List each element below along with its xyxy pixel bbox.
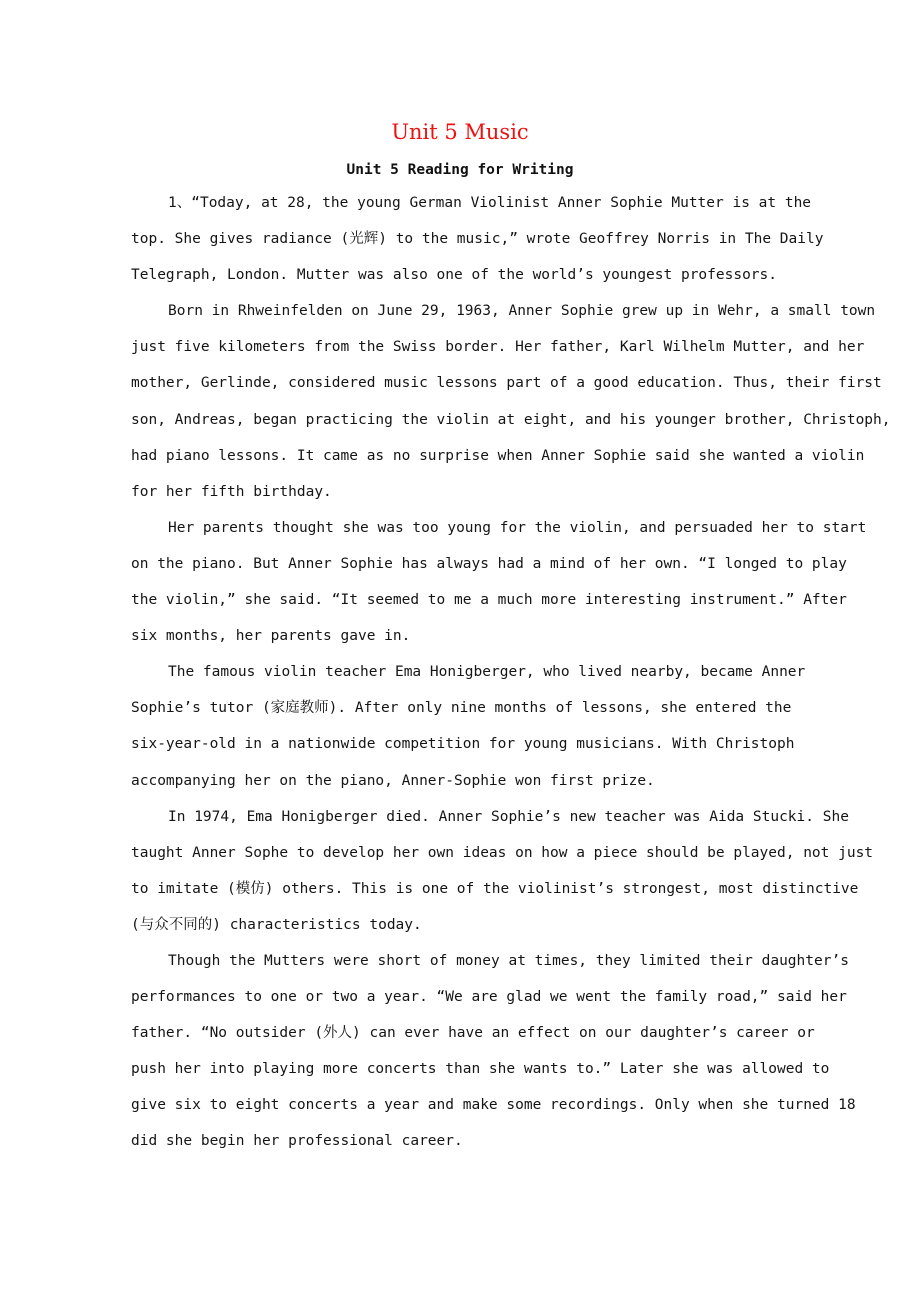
text-line: six months, her parents gave in. <box>131 628 411 645</box>
text-line: just five kilometers from the Swiss border. Her father, Karl Wilhelm Mutter, and her <box>131 339 865 356</box>
text-line: to imitate (模仿) others. This is one of the violinist’s strongest, most distinctive <box>131 880 859 897</box>
text-line: father. “No outsider (外人) can ever have an effect on our daughter’s career or <box>131 1025 815 1042</box>
text-line: The famous violin teacher Ema Honigberger, who lived nearby, became Anner <box>168 664 806 681</box>
text-line: Though the Mutters were short of money at times, they limited their daughter’s <box>168 952 849 969</box>
passage-body <box>131 190 891 1165</box>
text-line: Sophie’s tutor (家庭教师). After only nine months of lessons, she entered the <box>131 700 792 717</box>
text-line: had piano lessons. It came as no surprise when Anner Sophie said she wanted a violin <box>131 447 865 464</box>
text-line: 1、“Today, at 28, the young German Violinist Anner Sophie Mutter is at the <box>168 195 812 211</box>
text-line: for her fifth birthday. <box>131 483 332 500</box>
text-line: In 1974, Ema Honigberger died. Anner Sophie’s new teacher was Aida Stucki. She <box>168 808 849 825</box>
text-line: top. She gives radiance (光辉) to the music,” wrote Geoffrey Norris in The Daily <box>131 231 824 248</box>
text-line: did she begin her professional career. <box>131 1133 463 1150</box>
text-line: Her parents thought she was too young for the violin, and persuaded her to start <box>168 519 867 536</box>
section-subtitle: Unit 5 Reading for Writing <box>346 162 574 178</box>
text-line: taught Anner Sophe to develop her own ideas on how a piece should be played, not just <box>131 844 874 861</box>
text-line: (与众不同的) characteristics today. <box>131 916 422 933</box>
text-line: on the piano. But Anner Sophie has always had a mind of her own. “I longed to play <box>131 555 847 572</box>
text-line: the violin,” she said. “It seemed to me a much more interesting instrument.” After <box>131 592 847 609</box>
text-line: Telegraph, London. Mutter was also one of the world’s youngest professors. <box>131 267 778 284</box>
text-line: give six to eight concerts a year and make some recordings. Only when she turned 18 <box>131 1097 856 1114</box>
text-line: Born in Rhweinfelden on June 29, 1963, Anner Sophie grew up in Wehr, a small town <box>168 303 876 320</box>
text-line: son, Andreas, began practicing the violin at eight, and his younger brother, Christoph, <box>131 411 891 428</box>
text-line: accompanying her on the piano, Anner-Sophie won first prize. <box>131 772 655 789</box>
text-line: performances to one or two a year. “We are glad we went the family road,” said her <box>131 989 847 1006</box>
text-line: six-year-old in a nationwide competition for young musicians. With Christoph <box>131 736 795 753</box>
text-line: mother, Gerlinde, considered music lessons part of a good education. Thus, their first <box>131 375 882 392</box>
page-title: Unit 5 Music <box>391 120 529 144</box>
text-line: push her into playing more concerts than she wants to.” Later she was allowed to <box>131 1061 830 1078</box>
